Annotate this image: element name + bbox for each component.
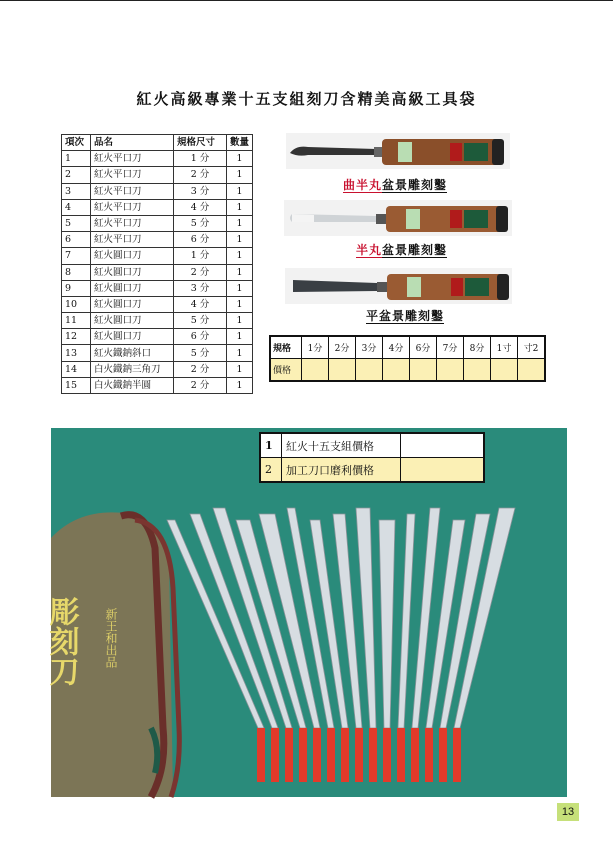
- items-table-header: [62, 135, 253, 151]
- item-name: 白火鐵鈉三角刀: [91, 361, 174, 377]
- table-row: [62, 151, 253, 167]
- chisel-photo-3: [285, 268, 512, 304]
- item-name: 紅火圓口刀: [91, 248, 174, 264]
- spec-price-cell: [464, 359, 491, 382]
- item-qty: 1: [227, 345, 253, 361]
- spec-size-cell: 2分: [329, 336, 356, 359]
- item-qty: 1: [227, 280, 253, 296]
- spec-price-cell: [491, 359, 518, 382]
- table-row: [62, 183, 253, 199]
- item-size: 4 分: [174, 199, 227, 215]
- item-name: 紅火平口刀: [91, 167, 174, 183]
- chisel-photo-2: [284, 200, 512, 236]
- item-no: 3: [62, 183, 91, 199]
- chisel-caption-1: [343, 176, 447, 193]
- item-qty: 1: [227, 361, 253, 377]
- header-item-no: 項次: [62, 135, 91, 151]
- header-qty: 數量: [227, 135, 253, 151]
- item-name: 紅火鐵鈉斜口: [91, 345, 174, 361]
- product-photo: [43, 428, 567, 797]
- chisel-blade: [398, 514, 415, 728]
- item-no: 6: [62, 232, 91, 248]
- table-row: [62, 296, 253, 312]
- item-size: 6 分: [174, 329, 227, 345]
- item-qty: 1: [227, 232, 253, 248]
- item-no: 14: [62, 361, 91, 377]
- item-name: 紅火平口刀: [91, 215, 174, 231]
- item-qty: 1: [227, 215, 253, 231]
- spec-price-label: 價格: [270, 359, 302, 382]
- chisel-red-tang: [271, 728, 279, 782]
- item-qty: 1: [227, 329, 253, 345]
- item-name: 紅火圓口刀: [91, 313, 174, 329]
- table-row: [62, 248, 253, 264]
- item-size: 3 分: [174, 280, 227, 296]
- items-table-body: [62, 151, 253, 394]
- item-qty: 1: [227, 377, 253, 393]
- table-row: [62, 280, 253, 296]
- item-size: 2 分: [174, 264, 227, 280]
- price-row-value: [401, 458, 485, 483]
- header-size: 規格尺寸: [174, 135, 227, 151]
- page-number: 13: [557, 803, 579, 821]
- table-row: [62, 361, 253, 377]
- item-name: 白火鐵鈉半圓: [91, 377, 174, 393]
- item-size: 1 分: [174, 248, 227, 264]
- item-name: 紅火圓口刀: [91, 280, 174, 296]
- item-size: 2 分: [174, 377, 227, 393]
- item-no: 7: [62, 248, 91, 264]
- page-title: 紅火高級專業十五支組刻刀含精美高級工具袋: [136, 90, 477, 108]
- spec-size-cell: 6分: [410, 336, 437, 359]
- curved-chisel-image: [286, 133, 510, 169]
- item-size: 2 分: [174, 361, 227, 377]
- item-no: 10: [62, 296, 91, 312]
- item-name: 紅火圓口刀: [91, 329, 174, 345]
- chisel-red-tang: [369, 728, 377, 782]
- items-table: [61, 134, 253, 394]
- chisel-caption-2: [356, 241, 447, 258]
- item-name: 紅火平口刀: [91, 151, 174, 167]
- chisel-caption-3: [366, 307, 444, 324]
- item-no: 11: [62, 313, 91, 329]
- item-size: 3 分: [174, 183, 227, 199]
- chisel-red-tang: [383, 728, 391, 782]
- chisel-red-tang: [439, 728, 447, 782]
- item-no: 15: [62, 377, 91, 393]
- spec-price-cell: [302, 359, 329, 382]
- chisel-red-tang: [257, 728, 265, 782]
- price-row-2: [260, 458, 484, 483]
- chisel-red-tang: [327, 728, 335, 782]
- item-no: 1: [62, 151, 91, 167]
- item-qty: 1: [227, 199, 253, 215]
- chisel-red-tang: [313, 728, 321, 782]
- spec-size-cell: 7分: [437, 336, 464, 359]
- spec-size-cell: 寸2: [518, 336, 546, 359]
- chisel-desc-2: 盆景雕刻鑿: [382, 243, 448, 257]
- item-qty: 1: [227, 183, 253, 199]
- item-name: 紅火圓口刀: [91, 264, 174, 280]
- item-size: 6 分: [174, 232, 227, 248]
- table-row: [62, 264, 253, 280]
- spec-price-cell: [356, 359, 383, 382]
- spec-price-cell: [329, 359, 356, 382]
- item-qty: 1: [227, 264, 253, 280]
- chisel-type-2: 半丸: [356, 243, 383, 257]
- flat-chisel-image: [285, 268, 512, 304]
- spec-size-cell: 4分: [383, 336, 410, 359]
- item-size: 5 分: [174, 345, 227, 361]
- chisel-red-tang: [355, 728, 363, 782]
- item-size: 5 分: [174, 215, 227, 231]
- bag-subtitle: 新王和出品: [104, 608, 118, 668]
- spec-price-cell: [383, 359, 410, 382]
- item-size: 2 分: [174, 167, 227, 183]
- item-name: 紅火平口刀: [91, 199, 174, 215]
- item-no: 2: [62, 167, 91, 183]
- price-row-label: 加工刀口磨利價格: [282, 458, 401, 483]
- spec-price-cell: [410, 359, 437, 382]
- spec-size-cell: 3分: [356, 336, 383, 359]
- item-qty: 1: [227, 313, 253, 329]
- chisel-blade: [379, 520, 395, 728]
- table-row: [62, 329, 253, 345]
- half-round-chisel-image: [284, 200, 512, 236]
- table-row: [62, 199, 253, 215]
- item-name: 紅火平口刀: [91, 232, 174, 248]
- item-no: 13: [62, 345, 91, 361]
- chisel-red-tang: [299, 728, 307, 782]
- chisel-desc-1: 盆景雕刻鑿: [382, 178, 448, 192]
- chisel-red-tang: [341, 728, 349, 782]
- chisel-red-tang: [397, 728, 405, 782]
- item-qty: 1: [227, 151, 253, 167]
- item-no: 12: [62, 329, 91, 345]
- bag-title: 彫刻刀: [43, 596, 79, 686]
- table-row: [62, 377, 253, 393]
- price-row-num: 1: [260, 433, 282, 458]
- spec-size-cell: 1寸: [491, 336, 518, 359]
- header-name: 品名: [91, 135, 174, 151]
- item-qty: 1: [227, 248, 253, 264]
- chisel-blades: [167, 508, 515, 782]
- chisel-red-tang: [285, 728, 293, 782]
- table-row: [62, 215, 253, 231]
- chisel-set-illustration: [43, 428, 567, 797]
- spec-size-row: [270, 336, 545, 359]
- item-no: 4: [62, 199, 91, 215]
- price-row-num: 2: [260, 458, 282, 483]
- price-row-1: [260, 433, 484, 458]
- chisel-red-tang: [425, 728, 433, 782]
- top-rule: [0, 0, 613, 1]
- price-row-value: [401, 433, 485, 458]
- item-size: 4 分: [174, 296, 227, 312]
- spec-price-cell: [518, 359, 546, 382]
- item-size: 5 分: [174, 313, 227, 329]
- spec-size-cell: 1分: [302, 336, 329, 359]
- price-table: [259, 432, 485, 483]
- item-size: 1 分: [174, 151, 227, 167]
- item-name: 紅火平口刀: [91, 183, 174, 199]
- item-no: 5: [62, 215, 91, 231]
- item-name: 紅火圓口刀: [91, 296, 174, 312]
- item-no: 8: [62, 264, 91, 280]
- table-row: [62, 345, 253, 361]
- price-row-label: 紅火十五支組價格: [282, 433, 401, 458]
- table-row: [62, 232, 253, 248]
- chisel-red-tang: [453, 728, 461, 782]
- chisel-photo-1: [286, 133, 510, 169]
- table-row: [62, 313, 253, 329]
- spec-size-cell: 8分: [464, 336, 491, 359]
- spec-price-cell: [437, 359, 464, 382]
- item-qty: 1: [227, 167, 253, 183]
- chisel-type-1: 曲半丸: [343, 178, 383, 192]
- spec-price-row: [270, 359, 545, 382]
- spec-size-label: 規格: [270, 336, 302, 359]
- item-qty: 1: [227, 296, 253, 312]
- chisel-desc-3: 平盆景雕刻鑿: [366, 309, 445, 323]
- chisel-red-tang: [411, 728, 419, 782]
- spec-table: [269, 335, 546, 382]
- item-no: 9: [62, 280, 91, 296]
- table-row: [62, 167, 253, 183]
